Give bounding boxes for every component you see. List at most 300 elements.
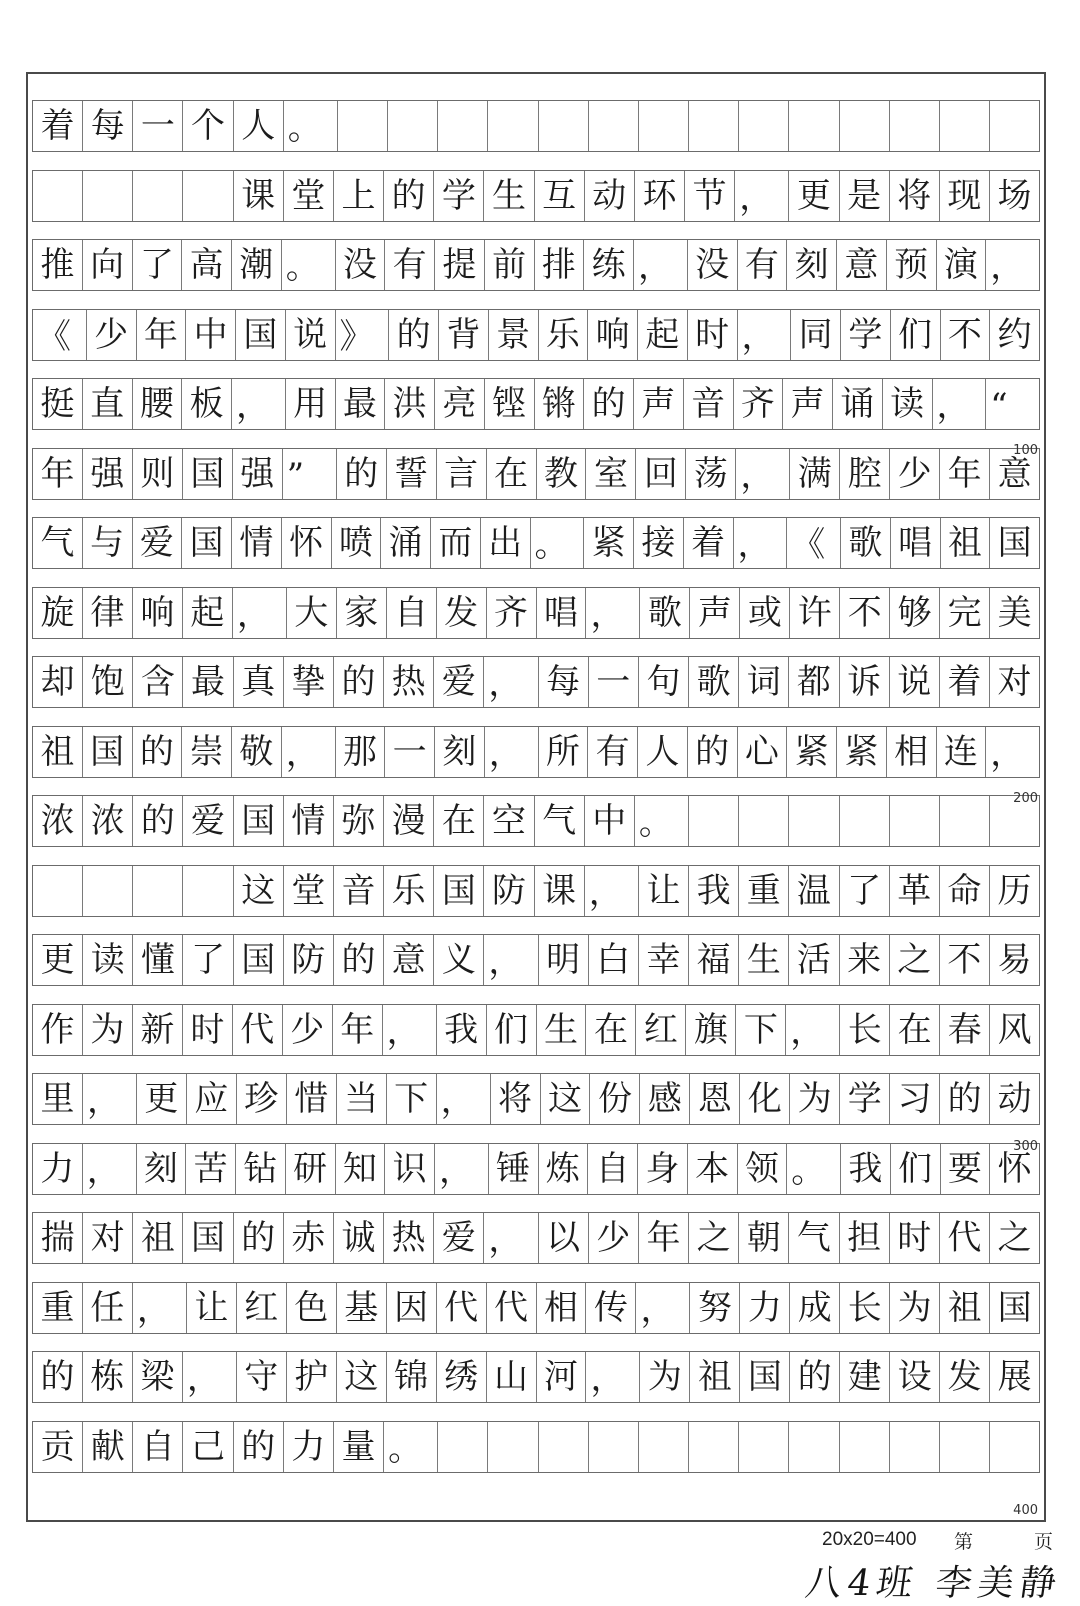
grid-cell: 心: [738, 727, 788, 777]
grid-cell: 我: [689, 866, 739, 916]
grid-cell: ，: [83, 1074, 137, 1124]
grid-cell: 珍: [237, 1074, 287, 1124]
grid-cell: 刻: [137, 1144, 187, 1194]
grid-cell: 不: [840, 588, 890, 638]
grid-size-label: 20x20=400: [822, 1529, 917, 1550]
grid-row: [32, 100, 1040, 152]
grid-cell: 高: [182, 240, 232, 290]
grid-cell: 设: [890, 1352, 940, 1402]
grid-cell: 长: [840, 1283, 890, 1333]
grid-cell: 更: [33, 935, 83, 985]
grid-cell: 怀: [997, 1148, 1032, 1189]
grid-cell: 教: [537, 449, 587, 499]
grid-cell: 国: [183, 1213, 233, 1263]
grid-cell: 潮: [232, 240, 282, 290]
grid-cell: 将: [491, 1074, 541, 1124]
grid-cell: 够: [890, 588, 940, 638]
grid-cell: 自: [133, 1422, 183, 1472]
grid-cell: ，: [133, 1283, 187, 1333]
grid-cell: 崇: [182, 727, 232, 777]
grid-cell: 节: [685, 171, 735, 221]
grid-cell: 景: [489, 310, 539, 360]
grid-cell: [488, 1422, 538, 1472]
grid-cell: 这: [541, 1074, 591, 1124]
grid-cell: 年: [33, 449, 83, 499]
grid-cell: [789, 101, 839, 151]
grid-cell: [83, 171, 133, 221]
grid-cell: 祖: [690, 1352, 740, 1402]
grid-cell: 色: [287, 1283, 337, 1333]
grid-cell: 演: [937, 240, 987, 290]
grid-cell: [940, 1422, 990, 1472]
grid-cell: 们: [487, 1005, 537, 1055]
grid-cell: 有: [738, 240, 788, 290]
grid-cell: 或: [740, 588, 790, 638]
grid-cell: 弥: [334, 796, 384, 846]
grid-cell: 红: [237, 1283, 287, 1333]
grid-cell: [890, 1422, 940, 1472]
grid-cell: 河: [537, 1352, 587, 1402]
grid-cell: 的: [389, 310, 439, 360]
grid-row: [32, 378, 1040, 430]
grid-cell: ，: [636, 1283, 690, 1333]
grid-row: [32, 726, 1040, 778]
grid-cell: 了: [183, 935, 233, 985]
grid-cell: 。: [635, 796, 689, 846]
grid-cell: [33, 866, 83, 916]
grid-row: [32, 1212, 1040, 1264]
grid-cell: 力: [740, 1283, 790, 1333]
grid-cell: 国: [183, 449, 233, 499]
grid-cell: ，: [634, 240, 688, 290]
grid-cell: 唱: [537, 588, 587, 638]
grid-cell: 歌: [689, 657, 739, 707]
grid-cell: ，: [586, 588, 640, 638]
grid-cell: 发: [940, 1352, 990, 1402]
grid-cell: 每: [83, 101, 133, 151]
grid-cell: 少: [87, 310, 137, 360]
grid-cell: 年: [940, 449, 990, 499]
grid-cell: 一: [133, 101, 183, 151]
grid-cell: [539, 1422, 589, 1472]
grid-cell: 意: [837, 240, 887, 290]
grid-cell: 没: [688, 240, 738, 290]
grid-row: [32, 656, 1040, 708]
grid-cell: 我: [437, 1005, 487, 1055]
grid-row: [32, 1143, 1040, 1195]
char-count-100: 100: [1013, 443, 1038, 458]
grid-cell: 用: [286, 379, 336, 429]
grid-cell: [840, 796, 890, 846]
grid-cell: 钻: [236, 1144, 286, 1194]
grid-cell: 。: [284, 101, 338, 151]
grid-cell: 荡: [686, 449, 736, 499]
grid-cell: 前: [485, 240, 535, 290]
grid-cell: ，: [735, 171, 789, 221]
grid-cell: 的: [790, 1352, 840, 1402]
grid-cell: 出: [481, 518, 531, 568]
grid-cell: 更: [137, 1074, 187, 1124]
grid-cell: [388, 101, 438, 151]
grid-cell: ，: [734, 518, 788, 568]
grid-cell: 代: [940, 1213, 990, 1263]
grid-cell: 背: [439, 310, 489, 360]
grid-cell: ，: [586, 1352, 640, 1402]
grid-cell: 直: [83, 379, 133, 429]
grid-cell: 我: [841, 1144, 891, 1194]
grid-cell: 那: [336, 727, 386, 777]
grid-cell: 堂: [284, 171, 334, 221]
grid-cell: 少: [890, 449, 940, 499]
grid-cell: 律: [83, 588, 133, 638]
grid-row: [32, 1073, 1040, 1125]
grid-cell: 下: [736, 1005, 786, 1055]
grid-cell: 这: [234, 866, 284, 916]
grid-cell: 国: [740, 1352, 790, 1402]
grid-cell: 声: [634, 379, 684, 429]
grid-cell: 》: [336, 310, 390, 360]
grid-cell: 美: [997, 592, 1032, 633]
grid-cell: 与: [83, 518, 133, 568]
grid-cell: [338, 101, 388, 151]
grid-cell: 为: [890, 1283, 940, 1333]
grid-cell: ，: [83, 1144, 137, 1194]
grid-cell: ，: [485, 727, 539, 777]
grid-cell: 的: [584, 379, 634, 429]
grid-cell: 齐: [734, 379, 784, 429]
grid-cell: 朝: [739, 1213, 789, 1263]
grid-cell: [539, 101, 589, 151]
grid-cell: 《: [787, 518, 841, 568]
grid-cell: ，: [232, 379, 286, 429]
grid-cell: [589, 101, 639, 151]
grid-cell: 们: [891, 310, 941, 360]
grid-cell: 板: [182, 379, 232, 429]
grid-cell: 份: [590, 1074, 640, 1124]
grid-cell: 春: [940, 1005, 990, 1055]
grid-cell: [940, 796, 990, 846]
grid-cell: [183, 866, 233, 916]
grid-cell: 力: [33, 1144, 83, 1194]
grid-cell: 祖: [33, 727, 83, 777]
grid-cell: 课: [234, 171, 284, 221]
grid-cell: [739, 1422, 789, 1472]
grid-cell: 生: [537, 1005, 587, 1055]
grid-cell: 的: [133, 727, 183, 777]
grid-cell: 国: [182, 518, 232, 568]
grid-cell: 声: [690, 588, 740, 638]
grid-cell: ，: [484, 935, 538, 985]
grid-cell: 成: [790, 1283, 840, 1333]
grid-cell: [890, 796, 940, 846]
grid-cell: [789, 796, 839, 846]
grid-cell: 喷: [332, 518, 382, 568]
grid-cell: 挚: [284, 657, 334, 707]
grid-cell: 力: [284, 1422, 334, 1472]
grid-cell: 约: [997, 314, 1032, 355]
grid-cell: [639, 101, 689, 151]
grid-cell: 预: [887, 240, 937, 290]
grid-cell: 起: [183, 588, 233, 638]
grid-cell: [940, 101, 990, 151]
grid-cell: 建: [840, 1352, 890, 1402]
grid-cell: 风: [997, 1009, 1032, 1050]
grid-cell: 让: [639, 866, 689, 916]
grid-cell: 说: [890, 657, 940, 707]
grid-cell: 将: [890, 171, 940, 221]
grid-cell: [133, 171, 183, 221]
grid-cell: 上: [334, 171, 384, 221]
grid-cell: 歌: [841, 518, 891, 568]
grid-cell: [739, 796, 789, 846]
grid-cell: 基: [337, 1283, 387, 1333]
grid-cell: ，: [484, 1213, 538, 1263]
grid-cell: 在: [434, 796, 484, 846]
grid-cell: 担: [840, 1213, 890, 1263]
grid-cell: 国: [997, 523, 1032, 563]
grid-cell: 个: [183, 101, 233, 151]
grid-cell: ，: [484, 657, 538, 707]
grid-cell: 练: [584, 240, 634, 290]
grid-cell: 涌: [381, 518, 431, 568]
grid-cell: ，: [585, 866, 639, 916]
grid-cell: ，: [990, 247, 1025, 287]
grid-cell: 时: [890, 1213, 940, 1263]
grid-cell: 更: [789, 171, 839, 221]
grid-cell: [890, 101, 940, 151]
grid-cell: 的: [384, 171, 434, 221]
grid-cell: 则: [133, 449, 183, 499]
grid-row: [32, 1004, 1040, 1056]
grid-cell: 苦: [186, 1144, 236, 1194]
grid-cell: ，: [233, 588, 287, 638]
grid-cell: 的: [334, 657, 384, 707]
grid-cell: 完: [940, 588, 990, 638]
grid-cell: 本: [688, 1144, 738, 1194]
grid-cell: 惜: [287, 1074, 337, 1124]
grid-cell: 历: [997, 870, 1032, 911]
grid-cell: 献: [83, 1422, 133, 1472]
grid-cell: 齐: [487, 588, 537, 638]
grid-cell: 的: [33, 1352, 83, 1402]
grid-cell: 赤: [284, 1213, 334, 1263]
grid-cell: 山: [487, 1352, 537, 1402]
grid-cell: 人: [234, 101, 284, 151]
grid-cell: 生: [739, 935, 789, 985]
grid-cell: 亮: [435, 379, 485, 429]
grid-cell: 当: [337, 1074, 387, 1124]
grid-cell: 而: [431, 518, 481, 568]
grid-cell: 防: [284, 935, 334, 985]
grid-cell: ，: [282, 727, 336, 777]
grid-row: [32, 1421, 1040, 1473]
grid-cell: 排: [535, 240, 585, 290]
grid-cell: 懂: [133, 935, 183, 985]
grid-row: [32, 865, 1040, 917]
grid-cell: 读: [883, 379, 933, 429]
grid-cell: 歌: [640, 588, 690, 638]
grid-cell: 之: [689, 1213, 739, 1263]
grid-cell: 音: [684, 379, 734, 429]
grid-cell: 展: [997, 1357, 1032, 1397]
grid-cell: 要: [941, 1144, 991, 1194]
grid-cell: 栋: [83, 1352, 133, 1402]
grid-cell: 绣: [437, 1352, 487, 1402]
grid-cell: 习: [890, 1074, 940, 1124]
grid-cell: 这: [337, 1352, 387, 1402]
grid-cell: [739, 101, 789, 151]
grid-cell: 同: [791, 310, 841, 360]
grid-cell: 少: [283, 1005, 333, 1055]
grid-cell: 身: [638, 1144, 688, 1194]
grid-cell: 在: [487, 449, 537, 499]
grid-cell: 现: [940, 171, 990, 221]
grid-cell: 场: [997, 175, 1032, 216]
grid-cell: [438, 1422, 488, 1472]
grid-cell: 浓: [83, 796, 133, 846]
grid-cell: [689, 1422, 739, 1472]
grid-cell: 爱: [133, 518, 183, 568]
grid-cell: 诉: [840, 657, 890, 707]
grid-row: [32, 517, 1040, 569]
grid-cell: 紧: [584, 518, 634, 568]
grid-cell: [689, 796, 739, 846]
grid-cell: 的: [234, 1422, 284, 1472]
char-count-200: 200: [1013, 791, 1038, 806]
grid-cell: 课: [535, 866, 585, 916]
grid-cell: 传: [586, 1283, 636, 1333]
grid-cell: 为: [83, 1005, 133, 1055]
grid-cell: 革: [890, 866, 940, 916]
grid-cell: 说: [286, 310, 336, 360]
grid-cell: 的: [334, 935, 384, 985]
grid-cell: 家: [337, 588, 387, 638]
grid-cell: 向: [83, 240, 133, 290]
grid-cell: 腰: [133, 379, 183, 429]
bottom-border: [26, 1520, 1046, 1522]
grid-cell: 作: [33, 1005, 83, 1055]
grid-cell: 防: [484, 866, 534, 916]
grid-cell: 热: [384, 657, 434, 707]
grid-cell: 下: [387, 1074, 437, 1124]
grid-cell: 。: [282, 240, 336, 290]
grid-cell: 诚: [334, 1213, 384, 1263]
grid-cell: 是: [840, 171, 890, 221]
top-border: [26, 72, 1046, 74]
page-label-prefix: 第: [954, 1532, 974, 1553]
grid-cell: [639, 1422, 689, 1472]
grid-cell: 梁: [133, 1352, 183, 1402]
grid-cell: 热: [384, 1213, 434, 1263]
grid-cell: 国: [83, 727, 133, 777]
grid-cell: [183, 171, 233, 221]
grid-cell: 音: [334, 866, 384, 916]
grid-cell: 祖: [133, 1213, 183, 1263]
grid-cell: 强: [83, 449, 133, 499]
grid-cell: ，: [435, 1144, 489, 1194]
grid-cell: 白: [589, 935, 639, 985]
grid-cell: 福: [689, 935, 739, 985]
grid-cell: 对: [83, 1213, 133, 1263]
grid-cell: 自: [387, 588, 437, 638]
grid-cell: ”: [283, 449, 337, 499]
grid-cell: 乐: [539, 310, 589, 360]
grid-cell: 有: [385, 240, 435, 290]
grid-cell: 恩: [690, 1074, 740, 1124]
grid-cell: 句: [639, 657, 689, 707]
grid-cell: ，: [736, 449, 790, 499]
grid-cell: 气: [535, 796, 585, 846]
grid-cell: 唱: [891, 518, 941, 568]
grid-cell: 一: [385, 727, 435, 777]
grid-row: [32, 934, 1040, 986]
grid-cell: 年: [639, 1213, 689, 1263]
grid-cell: 因: [387, 1283, 437, 1333]
grid-cell: “: [990, 386, 1008, 426]
grid-cell: 识: [385, 1144, 435, 1194]
grid-cell: 时: [688, 310, 738, 360]
grid-cell: 动: [997, 1079, 1032, 1119]
grid-cell: 誓: [387, 449, 437, 499]
grid-cell: 旗: [686, 1005, 736, 1055]
grid-cell: 炼: [539, 1144, 589, 1194]
grid-cell: 紧: [787, 727, 837, 777]
grid-cell: 国: [234, 935, 284, 985]
grid-cell: 了: [840, 866, 890, 916]
grid-cell: ，: [183, 1352, 237, 1402]
grid-cell: 年: [137, 310, 187, 360]
grid-cell: 不: [940, 935, 990, 985]
char-count-400: 400: [1013, 1503, 1038, 1518]
grid-row: [32, 170, 1040, 222]
grid-cell: 代: [437, 1283, 487, 1333]
grid-cell: 发: [437, 588, 487, 638]
grid-cell: ，: [738, 310, 792, 360]
grid-cell: 诵: [833, 379, 883, 429]
grid-cell: [133, 866, 183, 916]
grid-cell: 敬: [232, 727, 282, 777]
grid-cell: 量: [334, 1422, 384, 1472]
grid-cell: 声: [783, 379, 833, 429]
grid-cell: 知: [336, 1144, 386, 1194]
grid-cell: 的: [337, 449, 387, 499]
grid-row: [32, 1351, 1040, 1403]
grid-cell: 刻: [435, 727, 485, 777]
grid-cell: 有: [588, 727, 638, 777]
grid-cell: 着: [684, 518, 734, 568]
grid-cell: 祖: [940, 1283, 990, 1333]
grid-cell: 满: [790, 449, 840, 499]
grid-cell: 中: [186, 310, 236, 360]
grid-cell: 情: [284, 796, 334, 846]
grid-cell: 的: [940, 1074, 990, 1124]
grid-cell: 乐: [384, 866, 434, 916]
grid-cell: 《: [33, 310, 87, 360]
grid-cell: 里: [33, 1074, 83, 1124]
grid-cell: 红: [636, 1005, 686, 1055]
grid-cell: 却: [33, 657, 83, 707]
grid-row: [32, 239, 1040, 291]
grid-cell: 许: [790, 588, 840, 638]
grid-cell: 。: [531, 518, 585, 568]
grid-cell: 的: [688, 727, 738, 777]
grid-cell: 幸: [639, 935, 689, 985]
grid-cell: 活: [789, 935, 839, 985]
grid-cell: 洪: [385, 379, 435, 429]
grid-cell: 国: [234, 796, 284, 846]
grid-cell: 新: [133, 1005, 183, 1055]
grid-cell: 己: [183, 1422, 233, 1472]
